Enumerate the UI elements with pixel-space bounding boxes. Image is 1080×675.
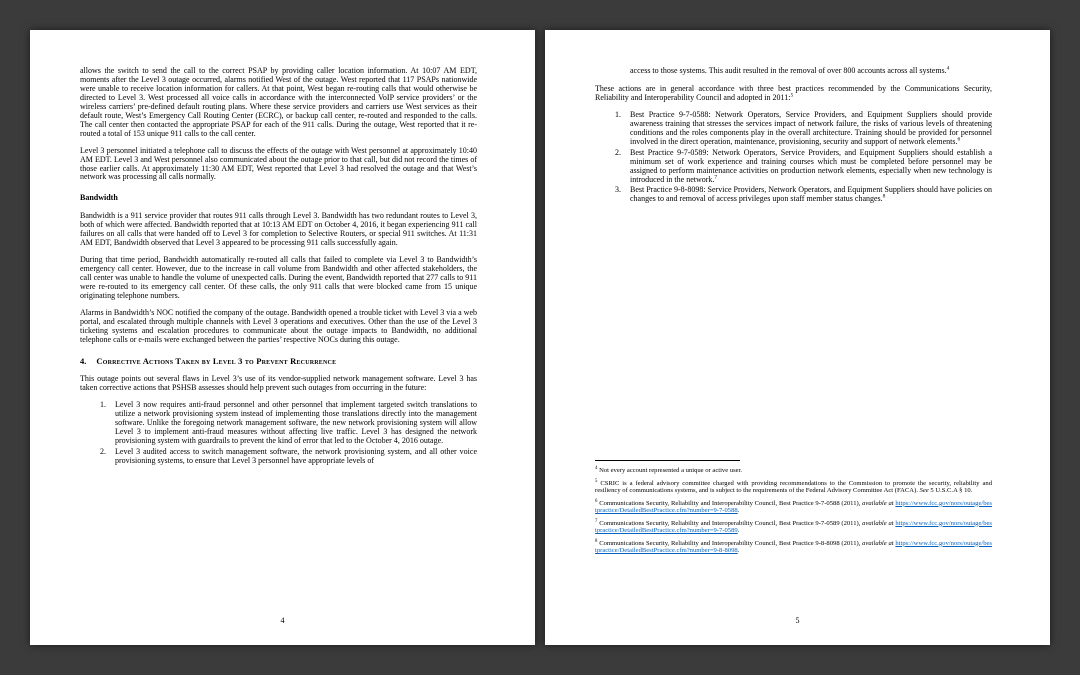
page-left xyxy=(30,30,535,645)
footnote-7 xyxy=(595,520,992,535)
paragraph-bandwidth-rerouting: During that time period, Bandwidth automatically re-routed all calls that failed to complete via Level 3 to Bandwidth’s emergency call center. However, due to the increase in call volume from Bandwidth and other affected stakeholders, the call center was unable to handle the volume of unexpected calls. During the event, Bandwidth reported that 277 calls to 911 were re-routed to its emergency call center. Of these calls, the only 911 calls that were blocked came from 15 unique originating telephone numbers. xyxy=(80,255,477,301)
paragraph-level3-call: Level 3 personnel initiated a telephone call to discuss the effects of the outage with West personnel at approximately 10:40 AM EDT. Level 3 and West personnel also communicated about the outage prior to that call, but did not record the times of those earlier calls. At approximately 11:30 AM EDT, West reported that Level 3 had resolved the outage and that West’s network was processing all calls normally. xyxy=(80,145,477,182)
footnote-link[interactable]: https://www.fcc.gov/nors/outage/bestpractice/DetailedBestPractice.cfm?number=9-7-0588 xyxy=(595,499,992,515)
footnote-text: Communications Security, Reliability and Interoperability Council, Best Practice 9-8-8098 (2011), xyxy=(599,539,863,547)
footnote-link[interactable]: https://www.fcc.gov/nors/outage/bestpractice/DetailedBestPractice.cfm?number=9-7-0589 xyxy=(595,519,992,535)
footnote-8 xyxy=(595,540,992,555)
best-practice-text: Best Practice 9-7-0588: Network Operators, Service Providers, and Equipment Suppliers should provide awareness training that stresses the services impact of network failure, the risks of various levels of threatening conditions and the roles components play in the overall architecture. Training should be provided for personnel involved in the direct operation, maintenance, provisioning, security and support of network elements. xyxy=(630,109,992,146)
list-number: 1. xyxy=(615,109,621,119)
best-practice-text: Best Practice 9-8-8098: Service Providers, Network Operators, and Equipment Suppliers should have policies on changes to and removal of access privileges upon staff member status changes. xyxy=(630,185,992,204)
best-practice-text: Best Practice 9-7-0589: Network Operators, Service Providers, and Equipment Suppliers should establish a minimum set of work experience and training courses which must be completed before personnel may be assigned to perform maintenance activities on production network elements, especially when new technology is introduced in the network. xyxy=(630,147,992,184)
footnote-5 xyxy=(595,480,992,495)
list-item-text: Level 3 now requires anti-fraud personnel and other personnel that implement targeted switch translations to utilize a network provisioning system instead of implementing those translations directly into the management software. Unlike the foregoing network management software, the new network provisioning system will allow Level 3 to implement anti-fraud measures without affecting live traffic. Level 3 has designed the network provisioning system with guardrails to prevent the kind of error that led to the October 4, 2016 outage. xyxy=(115,400,477,446)
best-practice-item-1 xyxy=(595,111,992,147)
list-number: 2. xyxy=(615,147,621,157)
page-number: 4 xyxy=(280,616,285,625)
intro-text: These actions are in general accordance with three best practices recommended by the Communications Security, Reliability and Interoperability Council and adopted in 2011: xyxy=(595,83,992,102)
footnote-text-post: . xyxy=(737,507,740,515)
footnote-number: 6 xyxy=(595,498,598,504)
footnote-number: 4 xyxy=(595,465,598,471)
list-item-1 xyxy=(80,401,477,446)
footnote-text-post: 5 U.S.C.A § 10. xyxy=(928,487,973,495)
list-number: 1. xyxy=(100,400,106,410)
footnote-text: CSRIC is a federal advisory committee charged with providing recommendations to the Commission to promote the security, reliability and resiliency of communications systems, and is subject to the requirements of the Federal Advisory Committee Act (FACA). xyxy=(595,479,992,495)
list-number: 3. xyxy=(615,185,621,195)
paragraph-bandwidth-noc: Alarms in Bandwidth’s NOC notified the company of the outage. Bandwidth opened a trouble ticket with Level 3 via a web portal, and escalated through multiple channels with Level 3 operations and executives. Other than the use of the Level 3 ticketing systems and escalation procedures to communicate about the outage impacts to Bandwidth, no additional telephone calls or e-mails were exchanged between the parties’ respective NOCs during this outage. xyxy=(80,307,477,344)
page-left-content xyxy=(30,30,535,466)
paragraph-corrective-intro: This outage points out several flaws in Level 3’s use of its vendor-supplied network management software. Level 3 has taken corrective actions that PSHSB assesses should help prevent such outages from occurring in the future: xyxy=(80,374,477,393)
page-right xyxy=(545,30,1050,645)
footnote-ref-7: 7 xyxy=(714,173,718,180)
best-practices-list xyxy=(595,111,992,205)
footnote-text-post: . xyxy=(737,527,740,535)
footnote-ref-4: 4 xyxy=(946,65,950,72)
continuation-text: access to those systems. This audit resulted in the removal of over 800 accounts across all systems. xyxy=(630,66,947,75)
list-number: 2. xyxy=(100,446,106,456)
page-number: 5 xyxy=(795,616,800,625)
section-title: Corrective Actions Taken by Level 3 to Prevent Recurrence xyxy=(96,355,337,366)
list-item-2-continuation xyxy=(630,67,992,76)
footnote-ref-8: 8 xyxy=(882,193,886,200)
footnote-italic: available at xyxy=(862,499,894,507)
footnote-ref-6: 6 xyxy=(957,136,961,143)
footnote-6 xyxy=(595,500,992,515)
section-number: 4. xyxy=(80,355,87,366)
list-item-2 xyxy=(80,448,477,466)
footnote-number: 7 xyxy=(595,518,598,524)
footnote-text: Communications Security, Reliability and Interoperability Council, Best Practice 9-7-0588 (2011), xyxy=(599,499,863,507)
list-item-text: Level 3 audited access to switch management software, the network provisioning system, and all other voice provisioning systems, to ensure that Level 3 personnel have appropriate levels of xyxy=(115,446,477,465)
paragraph-best-practices-intro xyxy=(595,85,992,103)
paragraph-bandwidth-overview: Bandwidth is a 911 service provider that routes 911 calls through Level 3. Bandwidth has two redundant routes to Level 3, both of which were affected. Bandwidth reported that at 10:13 AM EDT on October 4, 2016, it began experiencing 911 call failures on all calls that were handed off to Level 3 for completion to Selective Routers, or special 911 switches. At 11:31 AM EDT, Bandwidth observed that Level 3 appeared to be processing 911 calls successfully again. xyxy=(80,211,477,248)
best-practice-item-3 xyxy=(595,186,992,204)
footnote-number: 5 xyxy=(595,478,598,484)
corrective-actions-list xyxy=(80,401,477,466)
best-practice-item-2 xyxy=(595,149,992,185)
footnote-italic: See xyxy=(919,487,929,495)
footnote-text: Communications Security, Reliability and Interoperability Council, Best Practice 9-7-0589 (2011), xyxy=(599,519,863,527)
heading-section-4 xyxy=(80,357,477,367)
footnote-italic: available at xyxy=(862,539,894,547)
footnote-4 xyxy=(595,467,992,475)
footnote-link[interactable]: https://www.fcc.gov/nors/outage/bestpractice/DetailedBestPractice.cfm?number=9-8-8098 xyxy=(595,539,992,555)
footnote-italic: available at xyxy=(862,519,894,527)
footnote-ref-5: 5 xyxy=(790,92,794,99)
footnotes-section xyxy=(595,460,992,560)
page-right-content xyxy=(545,30,1050,204)
footnote-text-post: . xyxy=(737,547,740,555)
footnote-number: 8 xyxy=(595,538,598,544)
footnote-separator xyxy=(595,460,740,461)
paragraph-west-rerouting: allows the switch to send the call to the correct PSAP by providing caller location information. At 10:07 AM EDT, moments after the Level 3 outage occurred, alarms notified West of the outage. West reported that 117 PSAPs nationwide were unable to receive location information for callers. At that point, West began re-routing calls that would otherwise be directed to Level 3. West processed all voice calls in accordance with the interconnected VoIP service providers’ or the wireless carriers’ pre-defined default routing plans. Where these service providers and carriers use West services as their default route, West’s Emergency Call Routing Center (ECRC), or backup call center, re-routed and responded to the calls. The call center then contacted the appropriate PSAP for each of the 911 calls. During the outage, West reported that it re-routed a total of 153 unique 911 calls to the call center. xyxy=(80,66,477,138)
footnote-text: Not every account represented a unique or active user. xyxy=(599,467,743,474)
heading-bandwidth: Bandwidth xyxy=(80,193,118,203)
